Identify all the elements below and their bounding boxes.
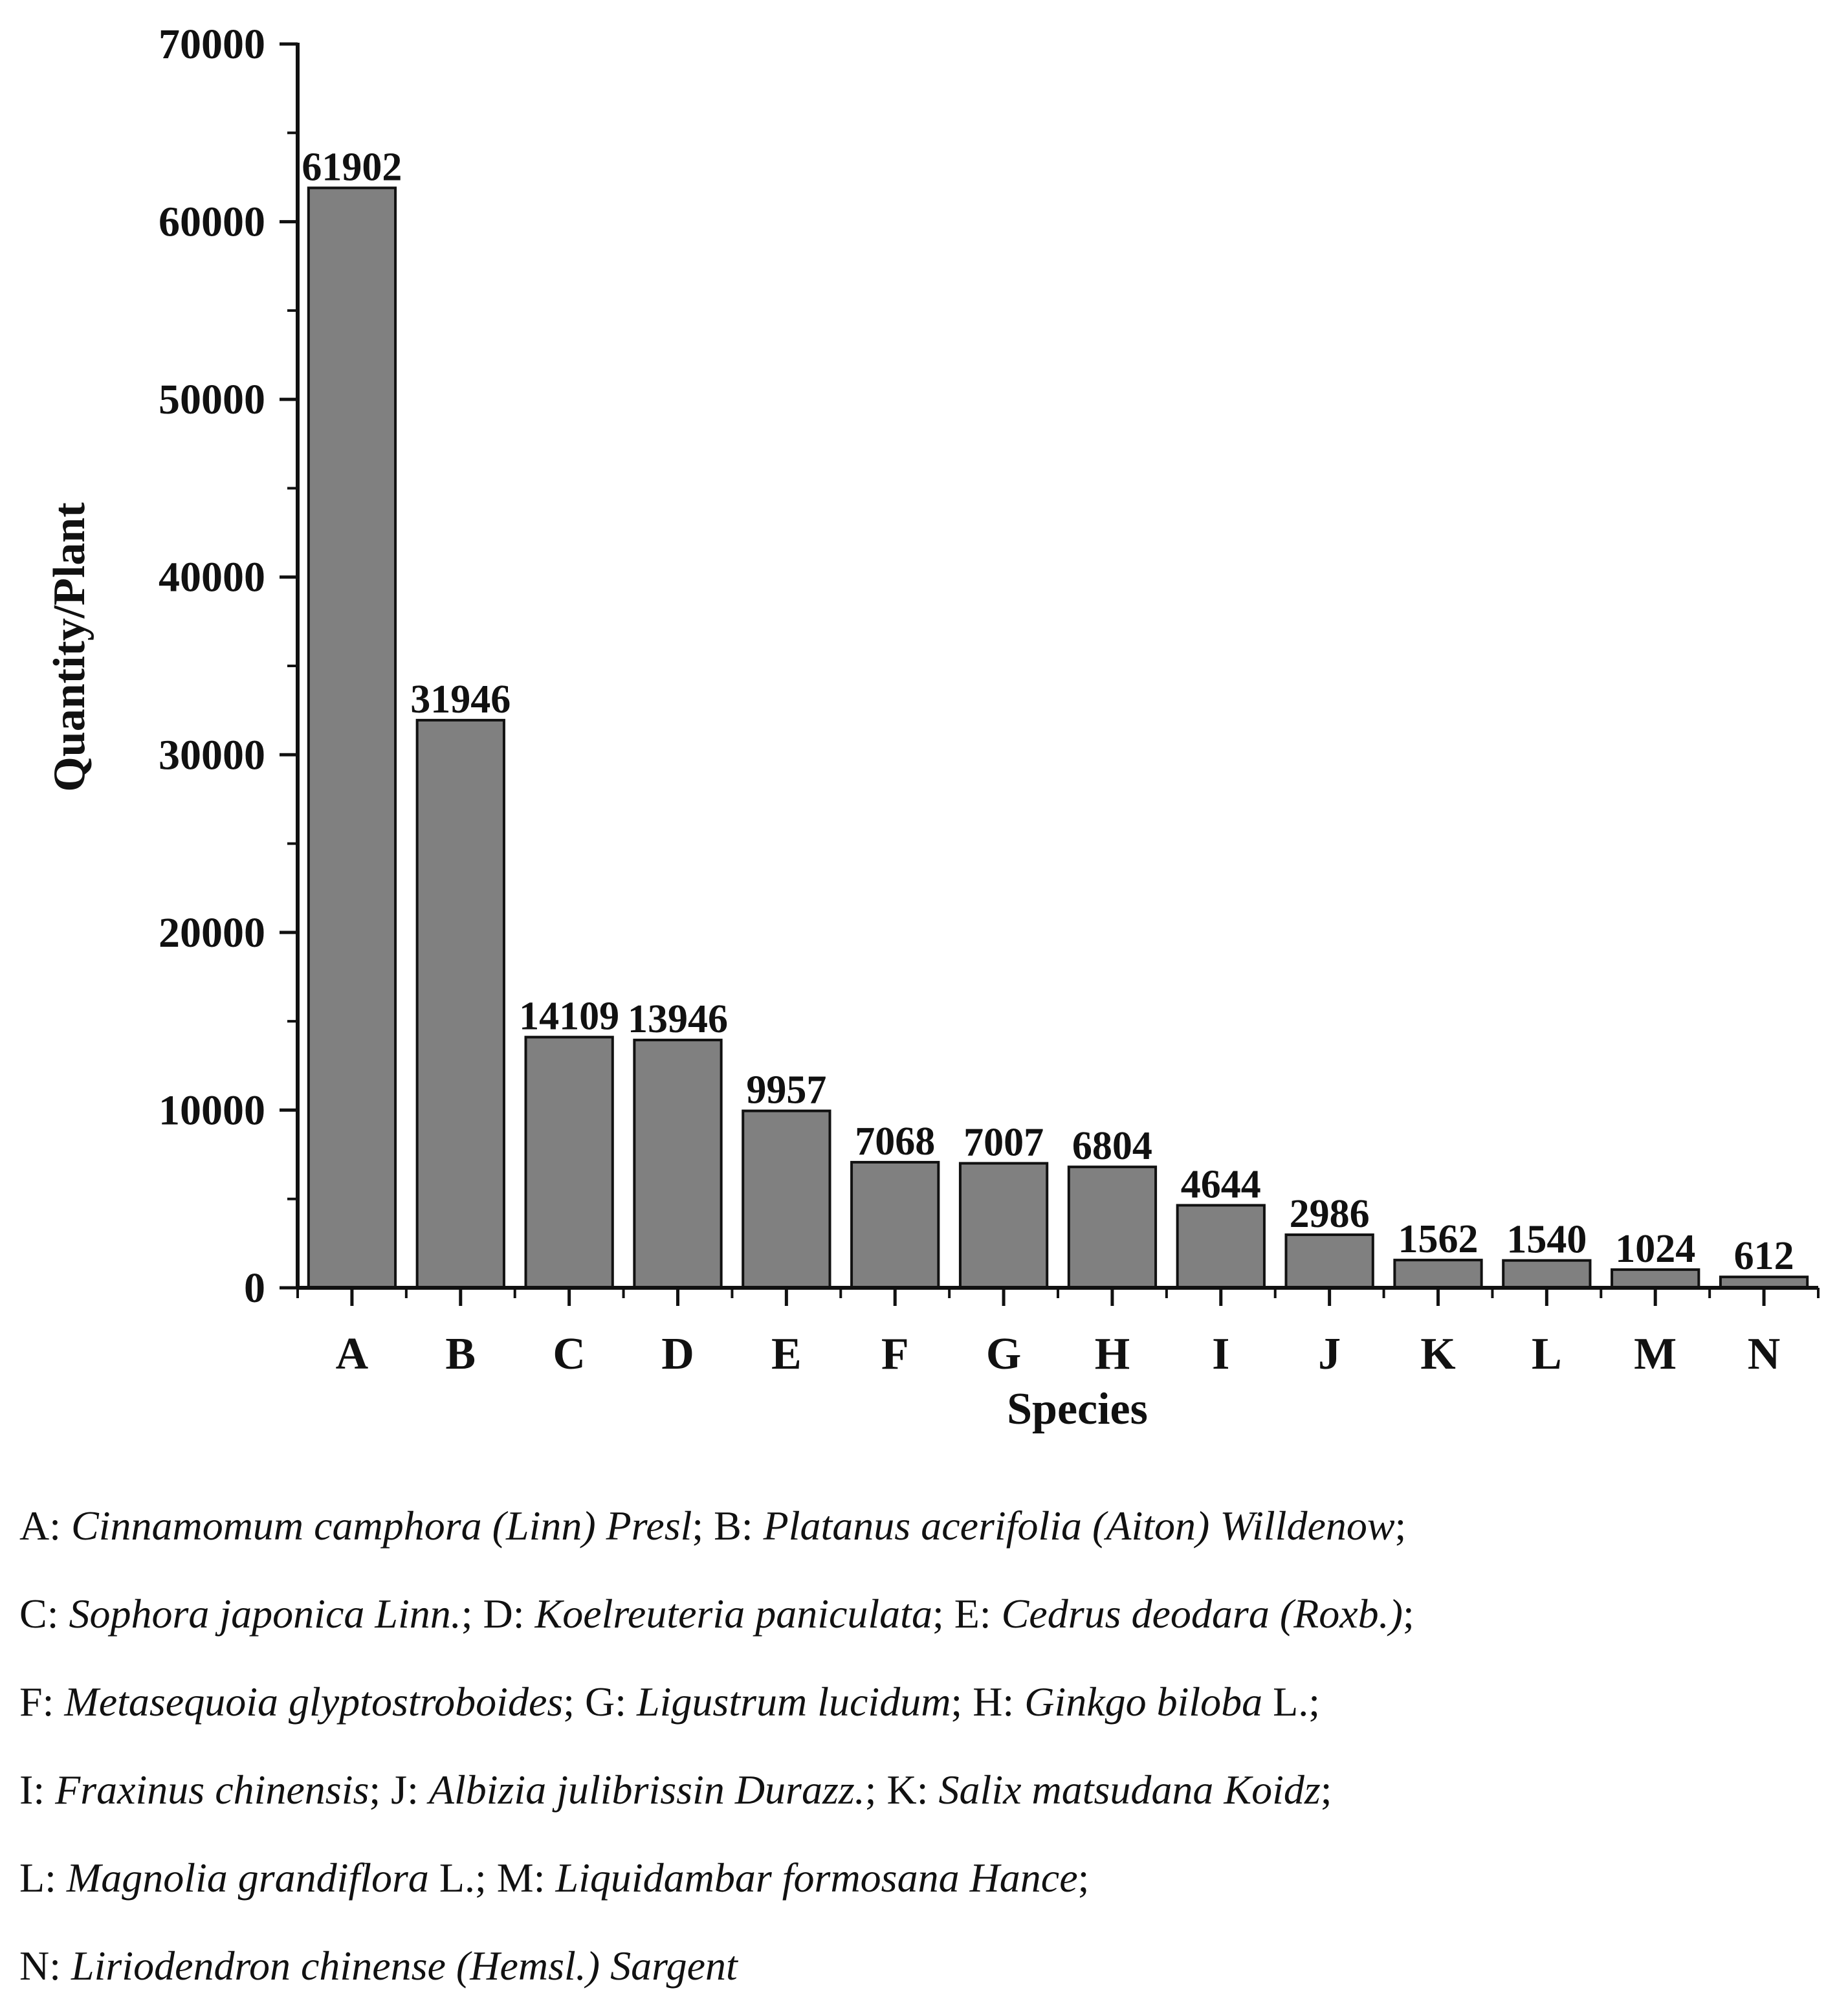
species-name: Fraxinus chinensis — [55, 1767, 369, 1813]
x-tick-label-D: D — [661, 1329, 694, 1379]
x-tick-label-G: G — [985, 1329, 1022, 1379]
bar-L — [1503, 1261, 1590, 1288]
x-tick-label-K: K — [1420, 1329, 1456, 1379]
legend-text: ; — [1394, 1503, 1407, 1549]
species-name: Cinnamomum camphora (Linn) Presl — [71, 1503, 692, 1549]
species-name: Cedrus deodara (Roxb.) — [1001, 1591, 1403, 1637]
x-tick-label-M: M — [1634, 1329, 1677, 1379]
bar-I — [1178, 1205, 1264, 1288]
value-label-N: 612 — [1733, 1234, 1794, 1279]
species-name: Ligustrum lucidum — [637, 1679, 951, 1725]
species-name: Magnolia grandiflora — [66, 1855, 429, 1901]
bar-M — [1612, 1270, 1699, 1288]
species-name: Liriodendron chinense (Hemsl.) Sargent — [71, 1943, 738, 1989]
y-tick-label-60000: 60000 — [159, 198, 265, 246]
bar-H — [1069, 1167, 1156, 1288]
legend-text: ; — [1320, 1767, 1332, 1813]
y-tick-label-70000: 70000 — [159, 21, 265, 68]
y-tick-label-30000: 30000 — [159, 731, 265, 779]
x-tick-label-I: I — [1212, 1329, 1230, 1379]
legend-line — [19, 1482, 1831, 1570]
value-label-L: 1540 — [1506, 1217, 1587, 1262]
legend-text: ; G: — [563, 1679, 637, 1725]
x-tick-label-F: F — [881, 1329, 909, 1379]
y-ticks-group — [159, 21, 298, 1312]
species-name: Metasequoia glyptostroboides — [64, 1679, 564, 1725]
legend-text: ; K: — [864, 1767, 939, 1813]
species-name: Ginkgo biloba — [1024, 1679, 1263, 1725]
y-tick-label-50000: 50000 — [159, 376, 265, 424]
value-label-F: 7068 — [855, 1119, 936, 1164]
x-tick-label-H: H — [1094, 1329, 1130, 1379]
legend-text: ; J: — [369, 1767, 429, 1813]
value-label-H: 6804 — [1072, 1124, 1152, 1169]
species-name: Albizia julibrissin Durazz. — [428, 1767, 865, 1813]
x-tick-label-N: N — [1747, 1329, 1781, 1379]
legend-text: ; B: — [692, 1503, 764, 1549]
y-axis-label: Quantity/Plant — [45, 502, 94, 792]
legend-text: L: — [19, 1855, 67, 1901]
value-label-I: 4644 — [1180, 1162, 1261, 1207]
legend-text: ; H: — [951, 1679, 1025, 1725]
y-tick-label-10000: 10000 — [159, 1087, 265, 1134]
legend-text: ; E: — [932, 1591, 1002, 1637]
legend-text: ; — [1077, 1855, 1090, 1901]
legend-text: N: — [19, 1943, 71, 1989]
y-tick-label-0: 0 — [244, 1265, 265, 1312]
bar-G — [960, 1164, 1047, 1288]
x-ticks-group — [298, 1288, 1818, 1379]
species-name: Platanus acerifolia (Aiton) Willdenow — [763, 1503, 1395, 1549]
legend-line — [19, 1570, 1831, 1658]
legend-text: L.; — [1262, 1679, 1321, 1725]
x-tick-label-J: J — [1318, 1329, 1341, 1379]
species-name: Liquidambar formosana Hance — [555, 1855, 1078, 1901]
bar-C — [526, 1037, 613, 1288]
legend-line — [19, 1746, 1831, 1834]
value-label-A: 61902 — [302, 145, 402, 190]
x-tick-label-E: E — [771, 1329, 802, 1379]
value-label-J: 2986 — [1289, 1192, 1370, 1237]
legend-line — [19, 1922, 1831, 2010]
species-name: Salix matsudana Koidz — [938, 1767, 1321, 1813]
value-label-E: 9957 — [746, 1068, 827, 1112]
legend-line — [19, 1658, 1831, 1746]
bar-B — [417, 720, 504, 1288]
legend-text: C: — [19, 1591, 69, 1637]
legend-text: ; — [1402, 1591, 1414, 1637]
legend-text: ; D: — [461, 1591, 535, 1637]
bar-J — [1286, 1235, 1373, 1288]
bar-F — [852, 1162, 938, 1288]
bar-K — [1394, 1260, 1481, 1288]
value-label-K: 1562 — [1398, 1217, 1479, 1262]
value-label-B: 31946 — [410, 677, 511, 722]
x-axis-label: Species — [1007, 1384, 1148, 1434]
x-tick-label-C: C — [553, 1329, 586, 1379]
y-tick-label-40000: 40000 — [159, 553, 265, 601]
species-legend — [19, 1482, 1831, 2010]
value-label-G: 7007 — [963, 1120, 1044, 1165]
bar-A — [309, 188, 395, 1288]
y-tick-label-20000: 20000 — [159, 909, 265, 956]
value-label-M: 1024 — [1615, 1226, 1696, 1271]
legend-text: F: — [19, 1679, 65, 1725]
bar-D — [634, 1040, 721, 1288]
legend-text: I: — [19, 1767, 56, 1813]
legend-line — [19, 1834, 1831, 1922]
value-label-C: 14109 — [519, 994, 620, 1039]
value-label-D: 13946 — [628, 997, 728, 1042]
bars-group — [309, 188, 1807, 1288]
bar-E — [743, 1111, 830, 1288]
species-name: Sophora japonica Linn. — [69, 1591, 461, 1637]
x-tick-label-L: L — [1532, 1329, 1562, 1379]
x-tick-label-B: B — [445, 1329, 476, 1379]
legend-text: L.; M: — [428, 1855, 556, 1901]
legend-text: A: — [19, 1503, 71, 1549]
species-name: Koelreuteria paniculata — [534, 1591, 932, 1637]
x-tick-label-A: A — [335, 1329, 369, 1379]
